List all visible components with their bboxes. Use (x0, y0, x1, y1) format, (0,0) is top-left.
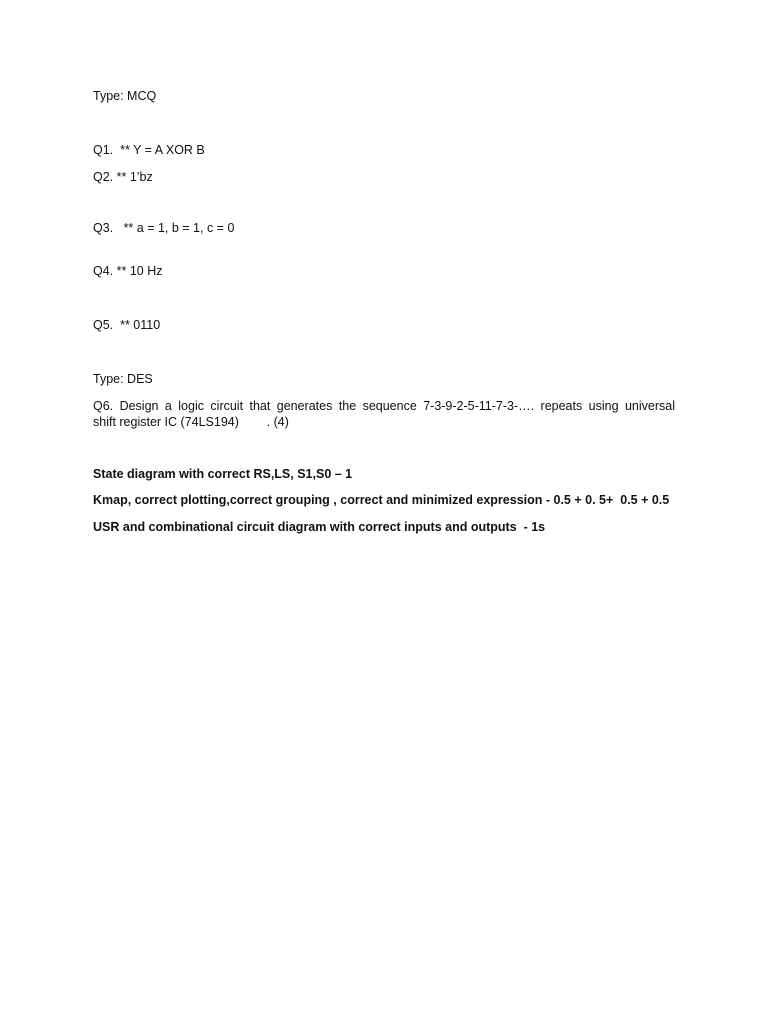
question-q6 (93, 398, 675, 430)
answer-q2: Q2. ** 1’bz (93, 170, 153, 184)
answer-q4: Q4. ** 10 Hz (93, 264, 163, 278)
answer-q3: Q3. ** a = 1, b = 1, c = 0 (93, 221, 235, 235)
rubric-item-usr-circuit: USR and combinational circuit diagram with correct inputs and outputs - 1s (93, 520, 546, 534)
question-q6-line1: Q6. Design a logic circuit that generates the sequence 7-3-9-2-5-11-7-3-…. repeats using universal (93, 399, 675, 413)
question-q6-line2: shift register IC (74LS194) . (4) (93, 415, 289, 429)
answer-q5: Q5. ** 0110 (93, 318, 161, 332)
section-type-mcq: Type: MCQ (93, 89, 157, 103)
section-type-des: Type: DES (93, 372, 153, 386)
rubric-item-kmap: Kmap, correct plotting,correct grouping , correct and minimized expression - 0.5 + 0. 5+ 0.5 + 0.5 (93, 493, 670, 507)
answer-q1: Q1. ** Y = A XOR B (93, 143, 205, 157)
rubric-item-state-diagram: State diagram with correct RS,LS, S1,S0 – 1 (93, 467, 353, 481)
